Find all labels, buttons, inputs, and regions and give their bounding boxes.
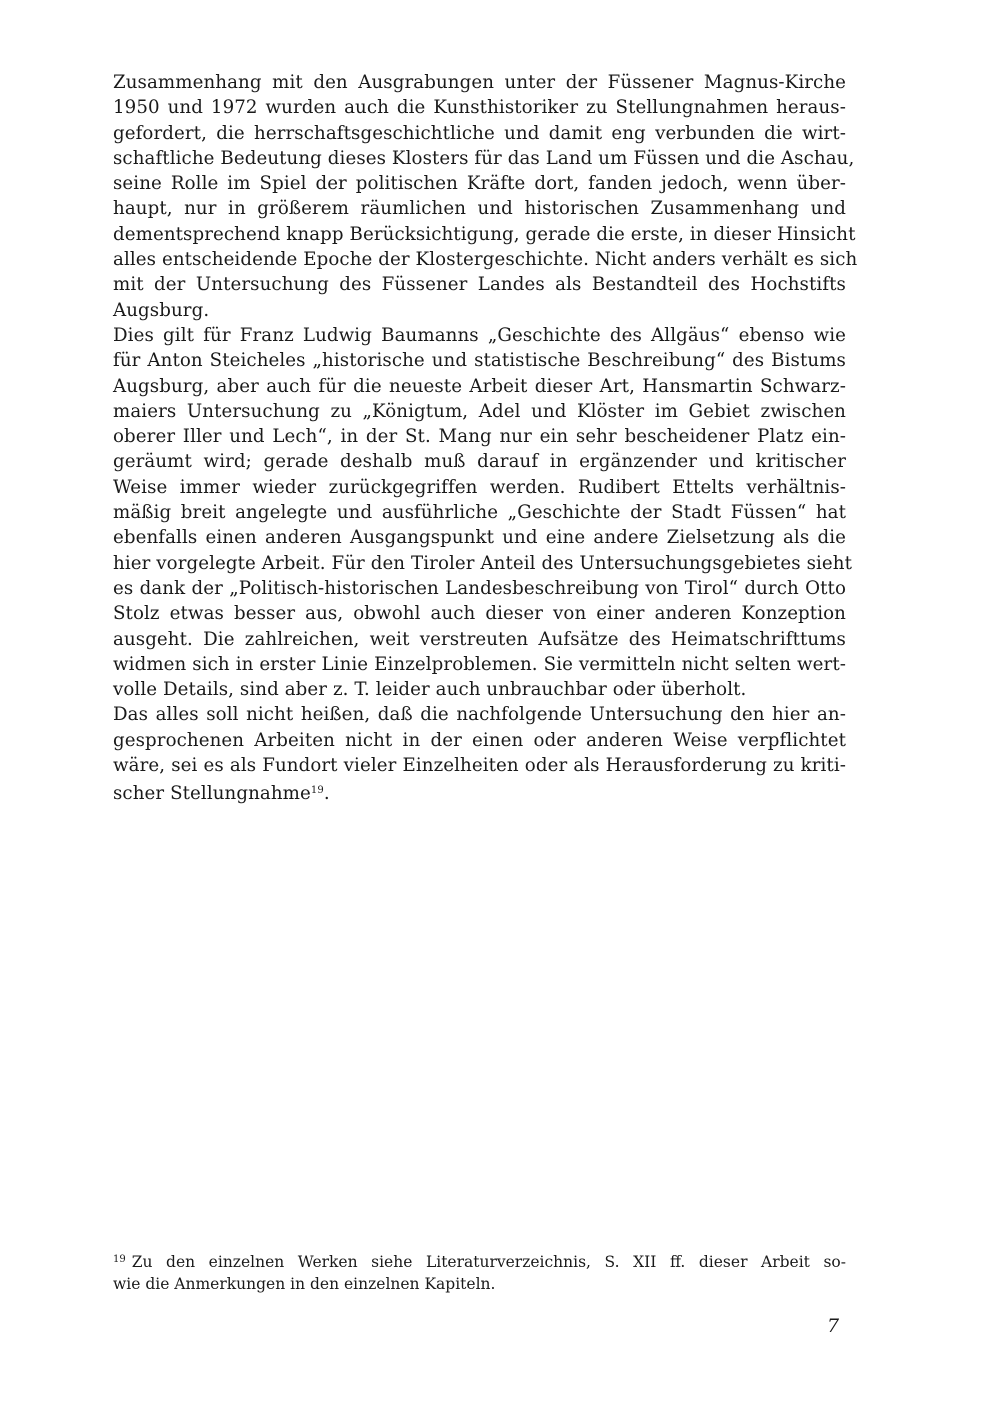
text-line: 1950 und 1972 wurden auch die Kunsthistoriker zu Stellungnahmen heraus- bbox=[113, 97, 846, 119]
text-line: hier vorgelegte Arbeit. Für den Tiroler Anteil des Untersuchungsgebietes sieht bbox=[113, 552, 853, 574]
text-line: Weise immer wieder zurückgegriffen werden. Rudibert Ettelts verhältnis- bbox=[113, 476, 846, 498]
text-line: mäßig breit angelegte und ausführliche „Geschichte der Stadt Füssen“ hat bbox=[113, 502, 846, 524]
text-line: geräumt wird; gerade deshalb muß darauf in ergänzender und kritischer bbox=[113, 451, 846, 473]
text-line: dementsprechend knapp Berücksichtigung, gerade die erste, in dieser Hinsicht bbox=[113, 223, 856, 245]
body-text bbox=[113, 70, 858, 805]
text-line: alles entscheidende Epoche der Klostergeschichte. Nicht anders verhält es sich bbox=[113, 249, 858, 271]
text-line: oberer Iller und Lech“, in der St. Mang nur ein sehr bescheidener Platz ein- bbox=[113, 426, 846, 448]
footnote-reference: 19 bbox=[310, 785, 324, 797]
text-line: seine Rolle im Spiel der politischen Kräfte dort, fanden jedoch, wenn über- bbox=[113, 173, 846, 195]
text-line: Zusammenhang mit den Ausgrabungen unter der Füssener Magnus-Kirche bbox=[113, 72, 846, 93]
paragraph-end-line bbox=[113, 778, 846, 803]
text-line: ebenfalls einen anderen Ausgangspunkt und eine andere Zielsetzung als die bbox=[113, 527, 846, 549]
text-line: Augsburg, aber auch für die neueste Arbeit dieser Art, Hansmartin Schwarz- bbox=[113, 375, 846, 397]
footnote-text: Zu den einzelnen Werken siehe Literaturverzeichnis, S. XII ff. dieser Arbeit so- bbox=[131, 1253, 846, 1271]
text-line: Dies gilt für Franz Ludwig Baumanns „Geschichte des Allgäus“ ebenso wie bbox=[113, 324, 846, 346]
text-line: wäre, sei es als Fundort vieler Einzelheiten oder als Herausforderung zu kriti- bbox=[113, 755, 846, 777]
footnote-line: wie die Anmerkungen in den einzelnen Kapiteln. bbox=[113, 1275, 496, 1293]
text-line: widmen sich in erster Linie Einzelproblemen. Sie vermitteln nicht selten wert- bbox=[113, 653, 846, 675]
paragraph-end-line: volle Details, sind aber z. T. leider auch unbrauchbar oder überholt. bbox=[113, 679, 747, 701]
text-line: maiers Untersuchung zu „Königtum, Adel und Klöster im Gebiet zwischen bbox=[113, 400, 846, 422]
text-line: Das alles soll nicht heißen, daß die nachfolgende Untersuchung den hier an- bbox=[113, 704, 846, 726]
footnote-marker: 19 bbox=[113, 1254, 126, 1265]
text-line: Stolz etwas besser aus, obwohl auch dieser von einer anderen Konzeption bbox=[113, 603, 846, 625]
text-line: haupt, nur in größerem räumlichen und historischen Zusammenhang und bbox=[113, 198, 846, 220]
text-line: mit der Untersuchung des Füssener Landes als Bestandteil des Hochstifts bbox=[113, 274, 846, 296]
footnote bbox=[113, 1248, 846, 1296]
text-line: gesprochenen Arbeiten nicht in der einen oder anderen Weise verpflichtet bbox=[113, 729, 846, 751]
text-line: gefordert, die herrschaftsgeschichtliche und damit eng verbunden die wirt- bbox=[113, 122, 846, 144]
footnote-line bbox=[113, 1248, 846, 1272]
text-line: schaftliche Bedeutung dieses Klosters für das Land um Füssen und die Aschau, bbox=[113, 147, 855, 169]
final-line-text: scher Stellungnahme bbox=[113, 783, 311, 805]
text-line: für Anton Steicheles „historische und statistische Beschreibung“ des Bistums bbox=[113, 350, 846, 372]
text-line: es dank der „Politisch-historischen Landesbeschreibung von Tirol“ durch Otto bbox=[113, 577, 846, 599]
paragraph-end-line: Augsburg. bbox=[113, 299, 210, 321]
text-line: ausgeht. Die zahlreichen, weit verstreuten Aufsätze des Heimatschrifttums bbox=[113, 628, 846, 650]
page-number: 7 bbox=[827, 1315, 840, 1337]
final-punctuation: . bbox=[323, 783, 330, 805]
